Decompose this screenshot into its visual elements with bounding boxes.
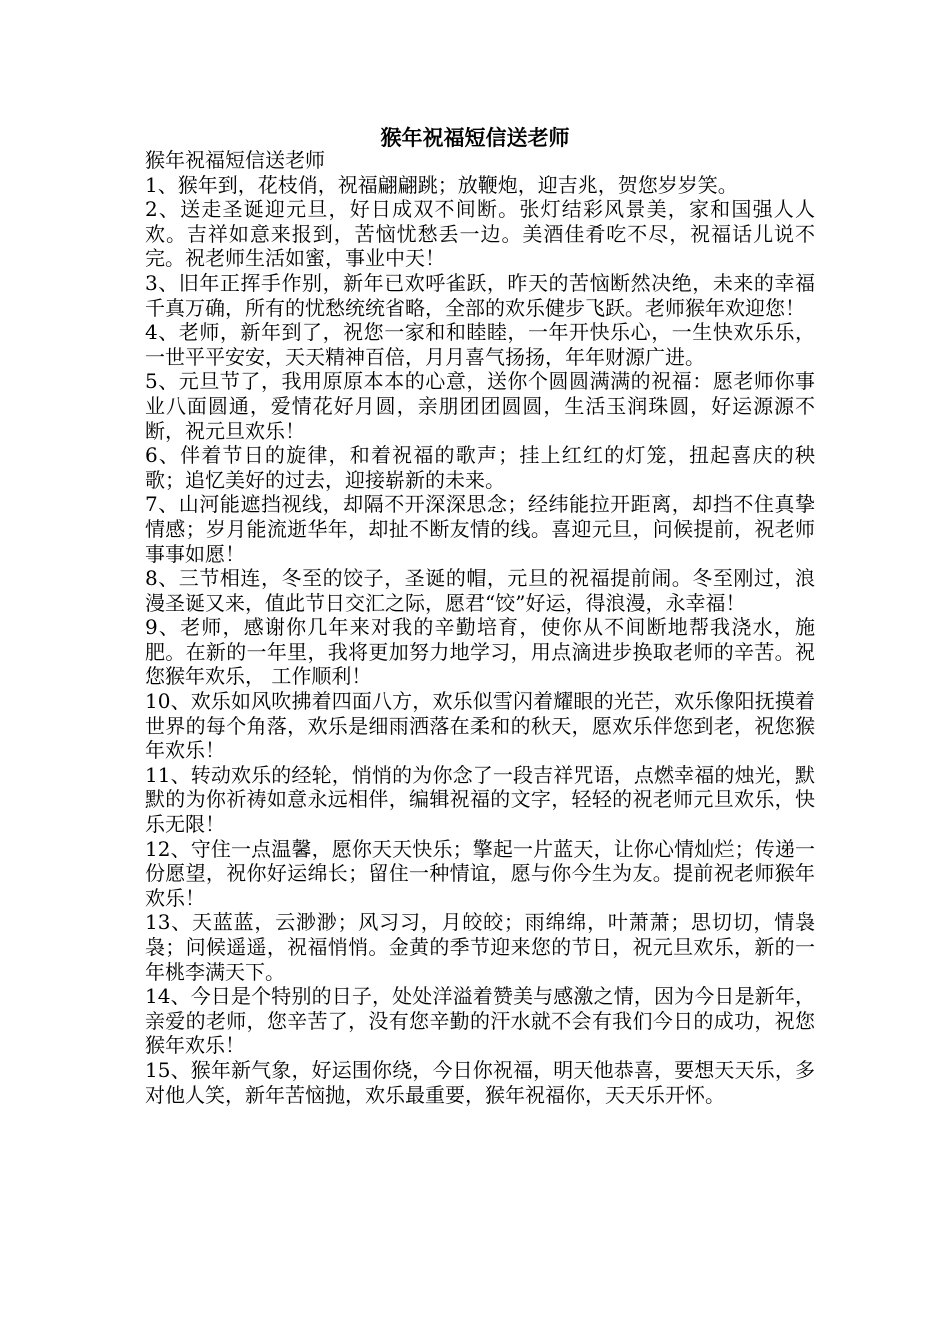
paragraph-15: 15、猴年新气象，好运围你绕，今日你祝福，明天他恭喜，要想天天乐，多对他人笑，新年苦恼抛，欢乐最重要，猴年祝福你，天天乐开怀。	[145, 1057, 815, 1107]
paragraph-5: 5、元旦节了，我用原原本本的心意，送你个圆圆满满的祝福：愿老师你事业八面圆通，爱情花好月圆，亲朋团团圆圆，生活玉润珠圆，好运源源不断，祝元旦欢乐！	[145, 369, 815, 443]
paragraph-9: 9、老师，感谢你几年来对我的辛勤培育，使你从不间断地帮我浇水，施肥。在新的一年里，我将更加努力地学习，用点滴进步换取老师的辛苦。祝您猴年欢乐， 工作顺利！	[145, 615, 815, 689]
document-title: 猴年祝福短信送老师	[380, 125, 570, 150]
document-body	[145, 148, 815, 1107]
paragraph-14: 14、今日是个特别的日子，处处洋溢着赞美与感激之情，因为今日是新年，亲爱的老师，您辛苦了，没有您辛勤的汗水就不会有我们今日的成功，祝您猴年欢乐！	[145, 984, 815, 1058]
paragraph-3: 3、旧年正挥手作别，新年已欢呼雀跃，昨天的苦恼断然决绝，未来的幸福千真万确，所有的忧愁统统省略，全部的欢乐健步飞跃。老师猴年欢迎您！	[145, 270, 815, 320]
paragraph-2: 2、送走圣诞迎元旦，好日成双不间断。张灯结彩风景美，家和国强人人欢。吉祥如意来报到，苦恼忧愁丢一边。美酒佳肴吃不尽，祝福话儿说不完。祝老师生活如蜜，事业中天！	[145, 197, 815, 271]
paragraph-12: 12、守住一点温馨，愿你天天快乐；擎起一片蓝天，让你心情灿烂；传递一份愿望，祝你好运绵长；留住一种情谊，愿与你今生为友。提前祝老师猴年欢乐！	[145, 836, 815, 910]
paragraph-13: 13、天蓝蓝，云渺渺；风习习，月皎皎；雨绵绵，叶萧萧；思切切，情袅袅；问候遥遥，祝福悄悄。金黄的季节迎来您的节日，祝元旦欢乐，新的一年桃李满天下。	[145, 910, 815, 984]
paragraph-1: 1、猴年到，花枝俏，祝福翩翩跳；放鞭炮，迎吉兆，贺您岁岁笑。	[145, 172, 738, 197]
paragraph-6: 6、伴着节日的旋律，和着祝福的歌声；挂上红红的灯笼，扭起喜庆的秧歌；追忆美好的过去，迎接崭新的未来。	[145, 443, 815, 492]
paragraph-11: 11、转动欢乐的经轮，悄悄的为你念了一段吉祥咒语，点燃幸福的烛光，默默的为你祈祷如意永远相伴，编辑祝福的文字，轻轻的祝老师元旦欢乐，快乐无限！	[145, 762, 815, 837]
paragraph-4: 4、老师，新年到了，祝您一家和和睦睦，一年开快乐心，一生快欢乐乐，一世平平安安，天天精神百倍，月月喜气扬扬，年年财源广进。	[145, 320, 815, 369]
paragraph-10: 10、欢乐如风吹拂着四面八方，欢乐似雪闪着耀眼的光芒，欢乐像阳抚摸着世界的每个角落，欢乐是细雨洒落在柔和的秋天，愿欢乐伴您到老，祝您猴年欢乐！	[145, 689, 815, 763]
paragraph-7: 7、山河能遮挡视线，却隔不开深深思念；经纬能拉开距离，却挡不住真挚情感；岁月能流逝华年，却扯不断友情的线。喜迎元旦，问候提前，祝老师事事如愿！	[145, 492, 815, 566]
paragraph-8: 8、三节相连，冬至的饺子，圣诞的帽，元旦的祝福提前闹。冬至刚过，浪漫圣诞又来，值此节日交汇之际，愿君“饺”好运，得浪漫，永幸福！	[145, 566, 815, 615]
document-subtitle: 猴年祝福短信送老师	[145, 148, 325, 172]
